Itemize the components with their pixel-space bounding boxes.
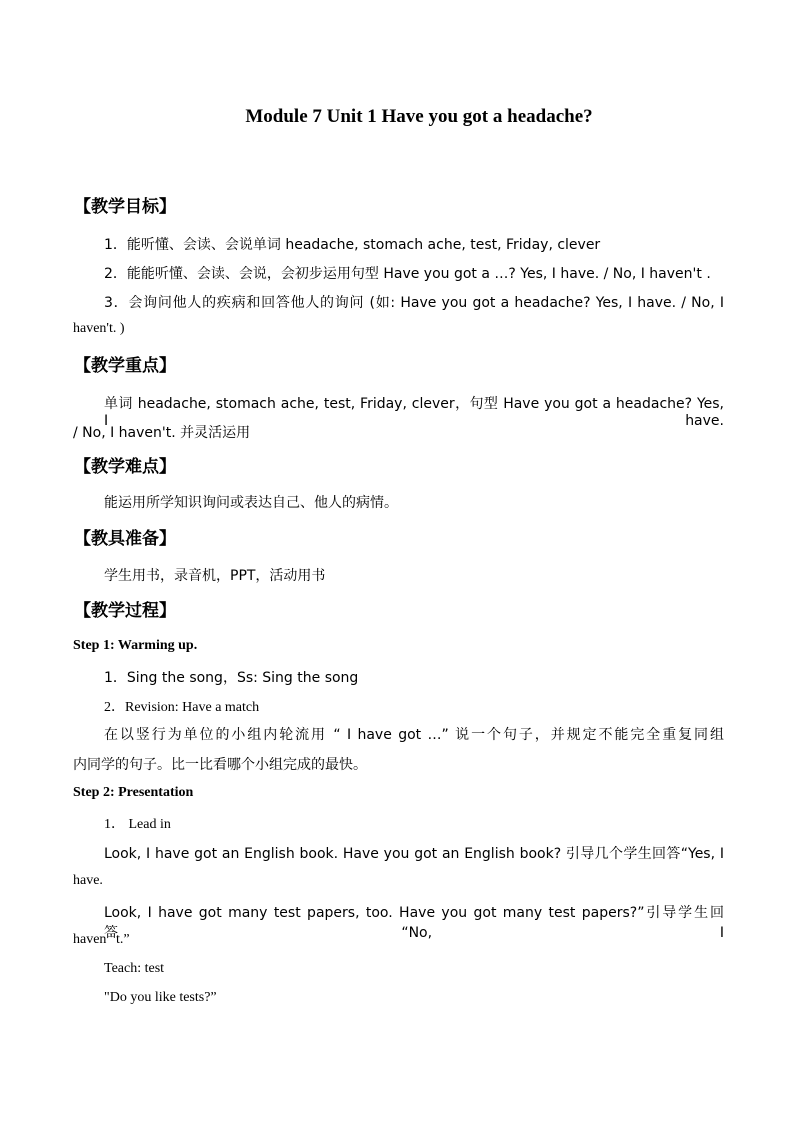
- objective-line-3: 3．会询问他人的疾病和回答他人的询问 (如: Have you got a headache? Yes, I have. / No, I: [104, 295, 724, 311]
- objective-line-1: 1．能听懂、会读、会说单词 headache, stomach ache, test, Friday, clever: [104, 237, 601, 253]
- key-points-line-1: 单词 headache, stomach ache, test, Friday, clever，句型 Have you got a headache? Yes, I have.: [104, 396, 724, 429]
- step2-line-3: have.: [73, 873, 103, 888]
- heading-materials: 【教具准备】: [74, 529, 176, 549]
- heading-objectives: 【教学目标】: [74, 197, 176, 217]
- step2-line-5: haven ' t.”: [73, 932, 130, 947]
- heading-key-points: 【教学重点】: [74, 356, 176, 376]
- step2-line-6: Teach: test: [104, 961, 165, 976]
- objective-line-2: 2．能能听懂、会读、会说，会初步运用句型 Have you got a …? Yes, I have. / No, I haven't .: [104, 266, 711, 282]
- difficulties-line-1: 能运用所学知识询问或表达自己、他人的病情。: [104, 495, 398, 511]
- step1-line-4: 内同学的句子。比一比看哪个小组完成的最快。: [73, 757, 367, 773]
- step1-line-2: 2．Revision: Have a match: [104, 700, 260, 715]
- step1-line-1: 1．Sing the song，Ss: Sing the song: [104, 670, 359, 686]
- step2-line-2: Look, I have got an English book. Have you got an English book? 引导几个学生回答“Yes, I: [104, 846, 724, 862]
- materials-line-1: 学生用书，录音机，PPT，活动用书: [104, 568, 326, 584]
- step1-line-3: 在以竖行为单位的小组内轮流用 “ I have got …” 说一个句子，并规定不能完全重复同组: [104, 727, 724, 743]
- key-points-line-2: / No, I haven't. 并灵活运用: [73, 425, 251, 441]
- step2-line-4: Look, I have got many test papers, too. Have you got many test papers?”引导学生回答“No, I: [104, 905, 724, 941]
- heading-process: 【教学过程】: [74, 601, 176, 621]
- step2-line-1: 1． Lead in: [104, 817, 171, 832]
- step1-title: Step 1: Warming up.: [73, 638, 198, 653]
- step2-title: Step 2: Presentation: [73, 785, 194, 800]
- document-title: Module 7 Unit 1 Have you got a headache?: [245, 106, 593, 127]
- heading-difficulties: 【教学难点】: [74, 457, 176, 477]
- objective-line-4: haven't. ): [73, 321, 125, 336]
- step2-line-7: "Do you like tests?”: [104, 990, 217, 1005]
